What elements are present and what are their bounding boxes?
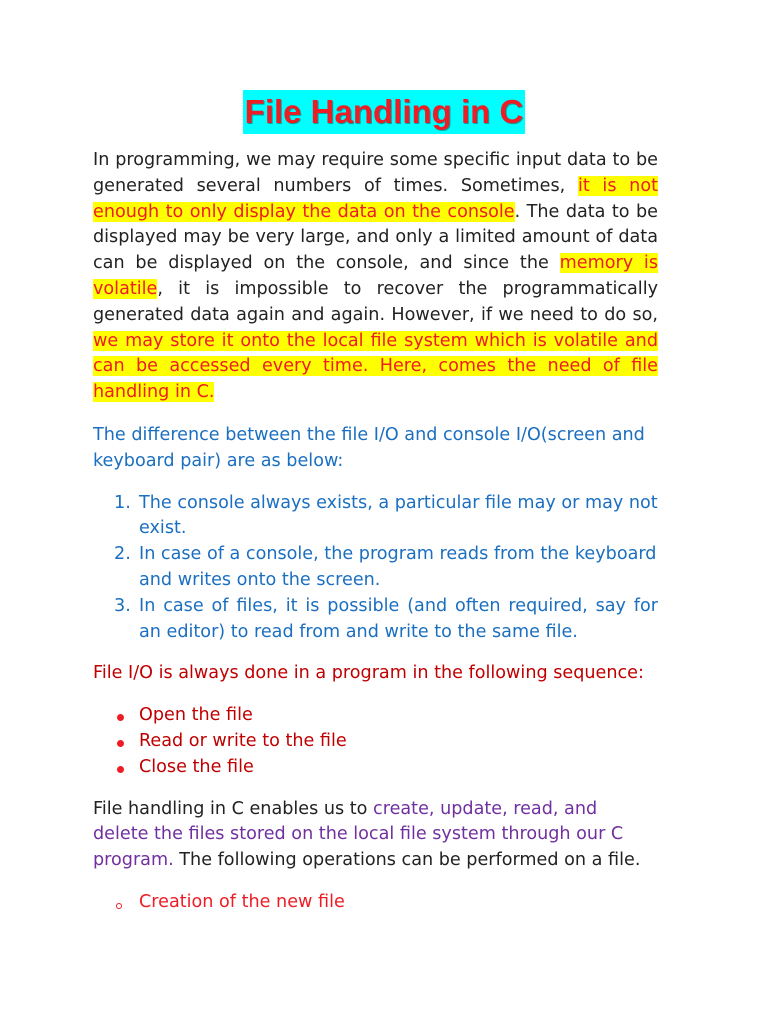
operations-text-1: File handling in C enables us to [93, 798, 374, 819]
operations-list [93, 890, 658, 916]
document-body [93, 148, 658, 916]
list-item [93, 703, 658, 729]
sequence-list [93, 703, 658, 780]
intro-highlight-3: we may store it onto the local file system which is volatile and can be accessed every time. Here, comes the need of file handling in C. [93, 330, 658, 403]
sequence-intro: File I/O is always done in a program in the following sequence: [93, 663, 644, 684]
operations-intro [93, 797, 658, 874]
bullet-icon [117, 714, 124, 721]
intro-highlight-2: memory is volatile [93, 253, 658, 299]
list-item-text: In case of files, it is possible (and often required, say for an editor) to read from and write to the same file. [139, 595, 658, 642]
list-item-text: The console always exists, a particular file may or may not exist. [139, 492, 658, 539]
list-item-text: Read or write to the file [139, 730, 347, 751]
difference-intro: The difference between the file I/O and console I/O(screen and keyboard pair) are as below: [93, 424, 645, 471]
difference-list [93, 491, 658, 646]
list-item [93, 542, 658, 594]
bullet-icon [117, 766, 124, 773]
list-item-text: Close the file [139, 756, 254, 777]
list-number: 1. [114, 492, 131, 513]
list-item [93, 755, 658, 781]
list-item [93, 729, 658, 755]
title-wrap [0, 90, 768, 134]
intro-text-3: , it is impossible to recover the programmatically generated data again and again. However, if we need to do so, [93, 278, 658, 325]
bullet-icon [117, 740, 124, 747]
list-number: 2. [114, 544, 131, 565]
list-item [93, 491, 658, 543]
intro-paragraph [93, 148, 658, 406]
list-number: 3. [114, 595, 131, 616]
intro-text-2: . The data to be displayed may be very large, and only a limited amount of data can be displayed on the console, and since the [93, 201, 658, 274]
list-item [93, 594, 658, 646]
page-title: File Handling in C [243, 90, 526, 134]
intro-text-1: In programming, we may require some specific input data to be generated several numbers of times. Sometimes, [93, 150, 658, 196]
circle-bullet-icon [116, 903, 122, 909]
list-item-text: Open the file [139, 705, 253, 726]
list-item [93, 890, 658, 916]
operations-purple-text: create, update, read, and delete the files stored on the local file system through our C program. [93, 798, 624, 871]
list-item-text: In case of a console, the program reads from the keyboard and writes onto the screen. [139, 544, 657, 590]
intro-highlight-1: it is not enough to only display the data on the console [93, 175, 658, 222]
operations-text-2: The following operations can be performed on a file. [173, 850, 641, 871]
list-item-text: Creation of the new file [139, 891, 345, 912]
